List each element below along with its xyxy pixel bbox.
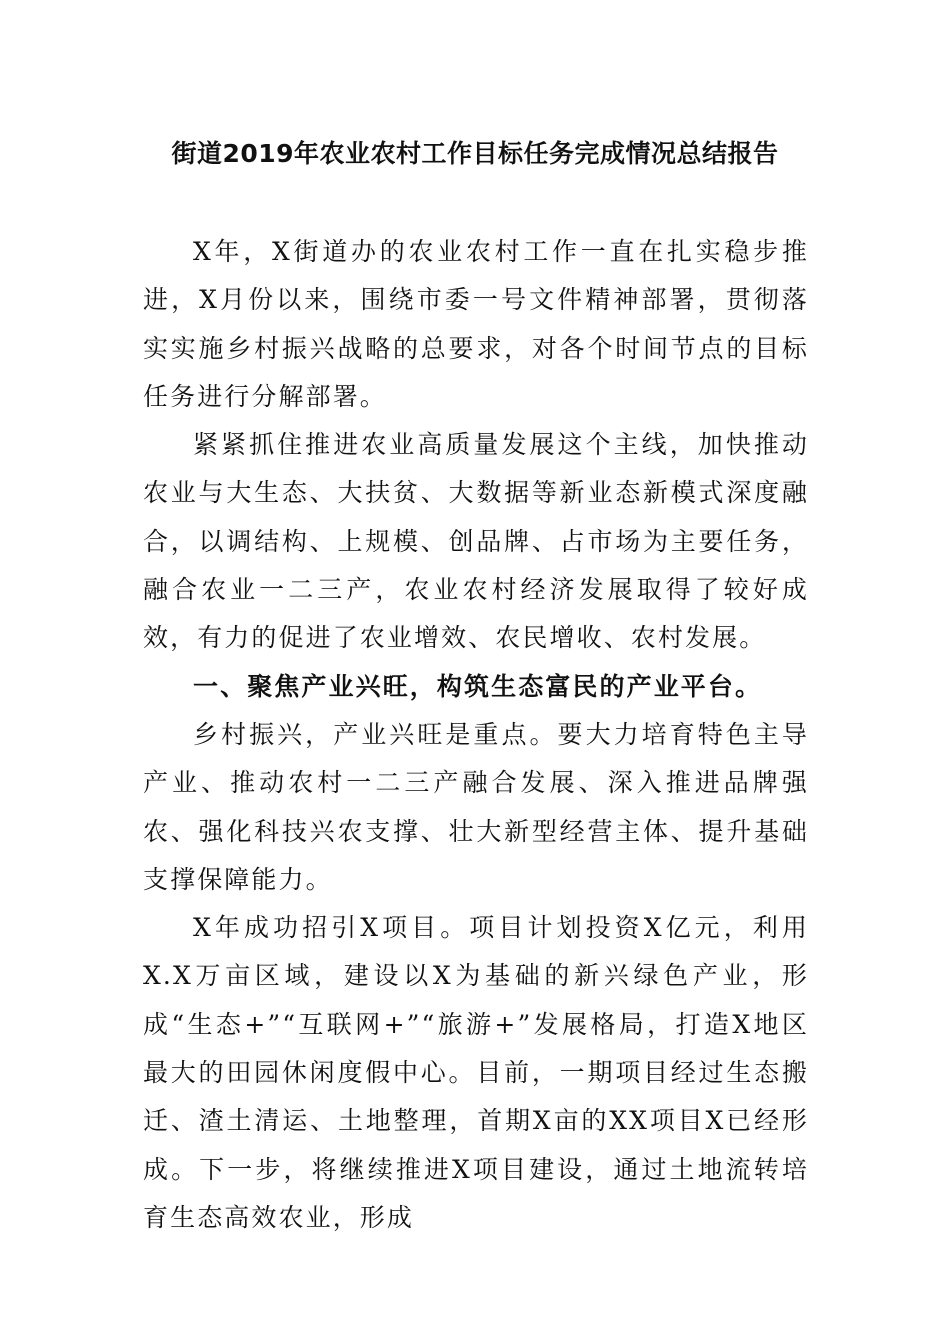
document-title: 街道2019年农业农村工作目标任务完成情况总结报告 (171, 139, 779, 168)
document-body (143, 228, 809, 1242)
section-heading-1: 一、聚焦产业兴旺，构筑生态富民的产业平台。 (193, 671, 763, 701)
paragraph-main-line: 紧紧抓住推进农业高质量发展这个主线，加快推动农业与大生态、大扶贫、大数据等新业态新模式深度融合，以调结构、上规模、创品牌、占市场为主要任务，融合农业一二三产，农业农村经济发展取得了较好成效，有力的促进了农业增效、农民增收、农村发展。 (143, 430, 809, 653)
paragraph-project: X年成功招引X项目。项目计划投资X亿元，利用X.X万亩区域，建设以X为基础的新兴绿色产业，形成“生态+”“互联网+”“旅游+”发展格局，打造X地区最大的田园休闲度假中心。目前，一期项目经过生态搬迁、渣土清运、土地整理，首期X亩的XX项目X已经形成。下一步，将继续推进X项目建设，通过土地流转培育生态高效农业，形成 (143, 913, 809, 1232)
paragraph-intro: X年，X街道办的农业农村工作一直在扎实稳步推进，X月份以来，围绕市委一号文件精神部署，贯彻落实实施乡村振兴战略的总要求，对各个时间节点的目标任务进行分解部署。 (143, 237, 809, 411)
paragraph-industry: 乡村振兴，产业兴旺是重点。要大力培育特色主导产业、推动农村一二三产融合发展、深入推进品牌强农、强化科技兴农支撑、壮大新型经营主体、提升基础支撑保障能力。 (143, 719, 809, 894)
